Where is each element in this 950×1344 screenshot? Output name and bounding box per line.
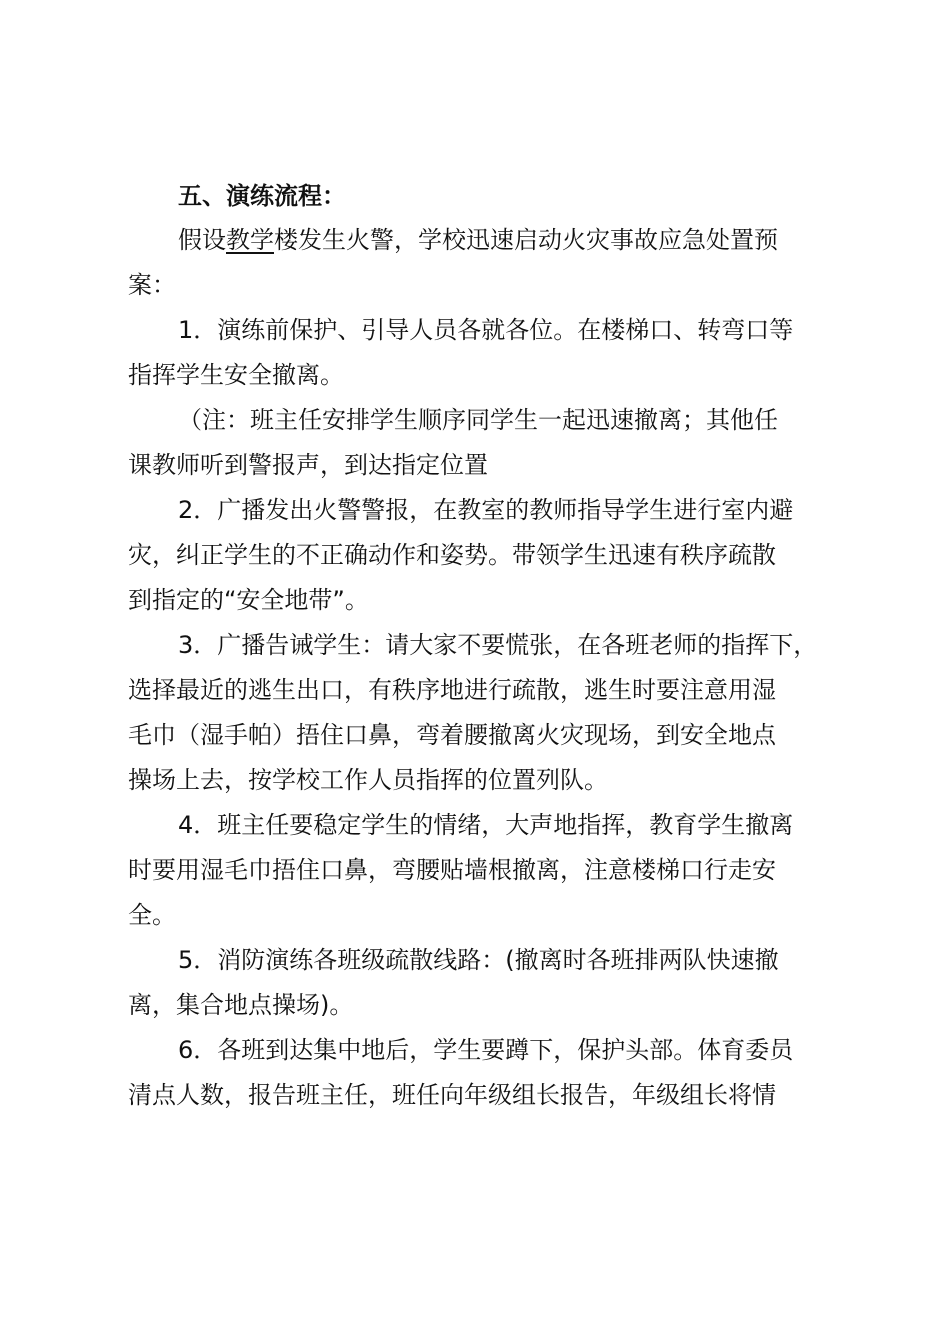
text-line: 3．广播告诫学生：请大家不要慌张，在各班老师的指挥下， — [178, 631, 818, 659]
text-line: （注：班主任安排学生顺序同学生一起迅速撤离；其他任 — [178, 406, 778, 434]
text-line — [128, 218, 848, 263]
paragraph-step-3 — [128, 623, 848, 803]
paragraph-step-5 — [128, 938, 848, 1028]
paragraph-scenario — [128, 218, 848, 308]
text-line: 到指定的“安全地带”。 — [128, 586, 369, 614]
text-line: 案： — [128, 271, 176, 299]
text-line: 灾，纠正学生的不正确动作和姿势。带领学生迅速有秩序疏散 — [128, 541, 776, 569]
text-line: 指挥学生安全撤离。 — [128, 361, 344, 389]
body-text — [128, 218, 848, 1118]
paragraph-note — [128, 398, 848, 488]
text-span: 假设 — [178, 226, 226, 254]
text-line: 操场上去，按学校工作人员指挥的位置列队。 — [128, 766, 608, 794]
paragraph-step-1 — [128, 308, 848, 398]
underlined-text: 教学 — [226, 226, 274, 254]
text-line: 6．各班到达集中地后，学生要蹲下，保护头部。体育委员 — [178, 1036, 794, 1064]
text-line: 4．班主任要稳定学生的情绪，大声地指挥，教育学生撤离 — [178, 811, 794, 839]
paragraph-step-2 — [128, 488, 848, 623]
paragraph-step-4 — [128, 803, 848, 938]
text-line: 1．演练前保护、引导人员各就各位。在楼梯口、转弯口等 — [178, 316, 794, 344]
text-line: 毛巾（湿手帕）捂住口鼻，弯着腰撤离火灾现场，到安全地点 — [128, 721, 776, 749]
text-line: 全。 — [128, 901, 176, 929]
text-line: 课教师听到警报声，到达指定位置 — [128, 451, 488, 479]
text-line: 5．消防演练各班级疏散线路：(撤离时各班排两队快速撤 — [178, 946, 779, 974]
paragraph-step-6 — [128, 1028, 848, 1118]
text-line: 选择最近的逃生出口，有秩序地进行疏散，逃生时要注意用湿 — [128, 676, 776, 704]
text-line: 时要用湿毛巾捂住口鼻，弯腰贴墙根撤离，注意楼梯口行走安 — [128, 856, 776, 884]
section-heading: 五、演练流程： — [178, 182, 346, 210]
text-line: 离，集合地点操场)。 — [128, 991, 354, 1019]
text-line: 2．广播发出火警警报，在教室的教师指导学生进行室内避 — [178, 496, 794, 524]
text-span: 楼发生火警，学校迅速启动火灾事故应急处置预 — [274, 226, 778, 254]
text-line: 清点人数，报告班主任，班任向年级组长报告，年级组长将情 — [128, 1081, 776, 1109]
